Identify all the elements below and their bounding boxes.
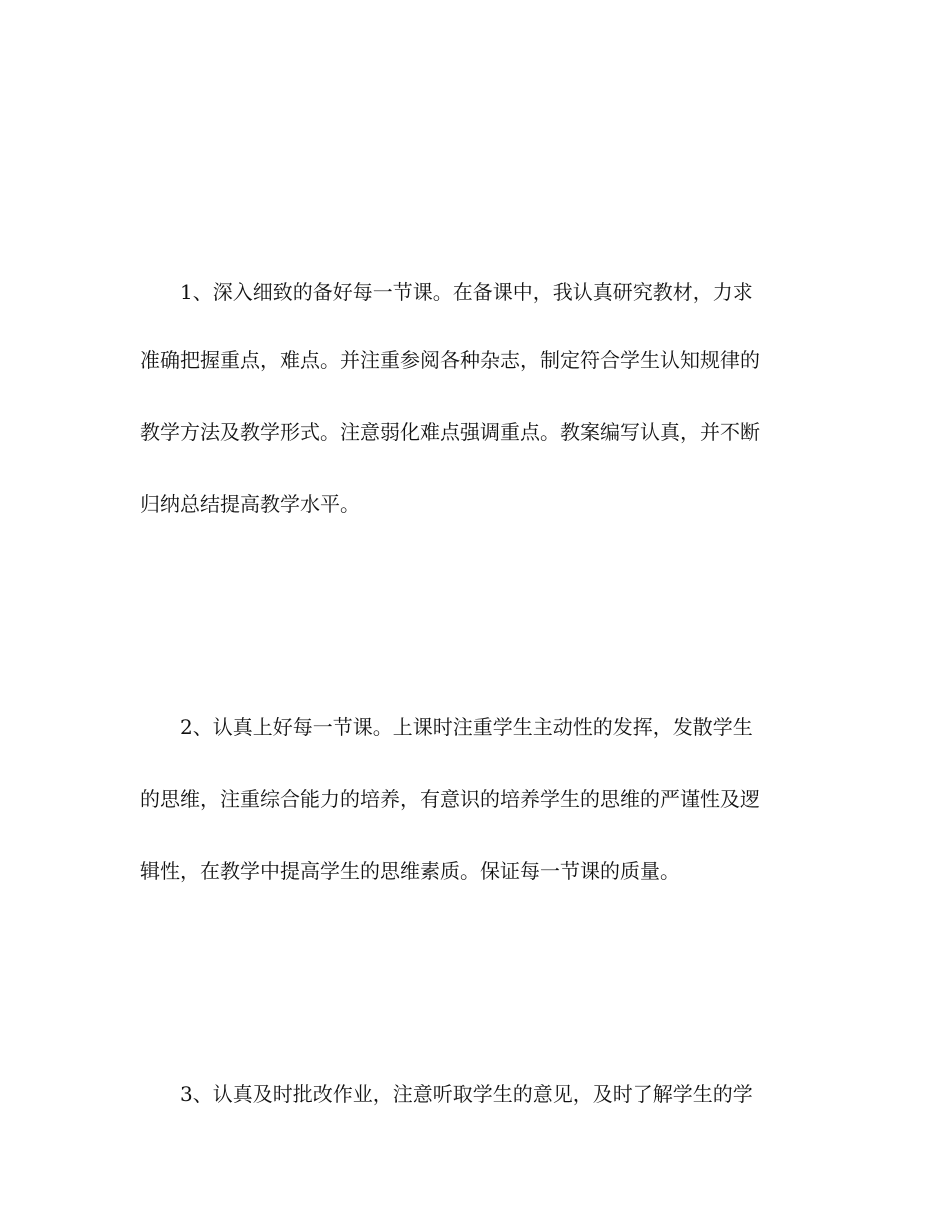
- paragraph-1-line-3: 教学方法及教学形式。注意弱化难点强调重点。教案编写认真，并不断: [140, 420, 760, 444]
- paragraph-3-line-1: 3、认真及时批改作业，注意听取学生的意见，及时了解学生的学: [180, 1082, 753, 1106]
- paragraph-1-line-4: 归纳总结提高教学水平。: [140, 492, 360, 516]
- paragraph-1-line-2: 准确把握重点，难点。并注重参阅各种杂志，制定符合学生认知规律的: [140, 348, 760, 372]
- paragraph-2-line-1: 2、认真上好每一节课。上课时注重学生主动性的发挥，发散学生: [180, 715, 753, 739]
- paragraph-2-line-2: 的思维，注重综合能力的培养，有意识的培养学生的思维的严谨性及逻: [140, 787, 760, 811]
- paragraph-1-line-1: 1、深入细致的备好每一节课。在备课中，我认真研究教材，力求: [180, 280, 753, 304]
- paragraph-2-line-3: 辑性，在教学中提高学生的思维素质。保证每一节课的质量。: [140, 859, 680, 883]
